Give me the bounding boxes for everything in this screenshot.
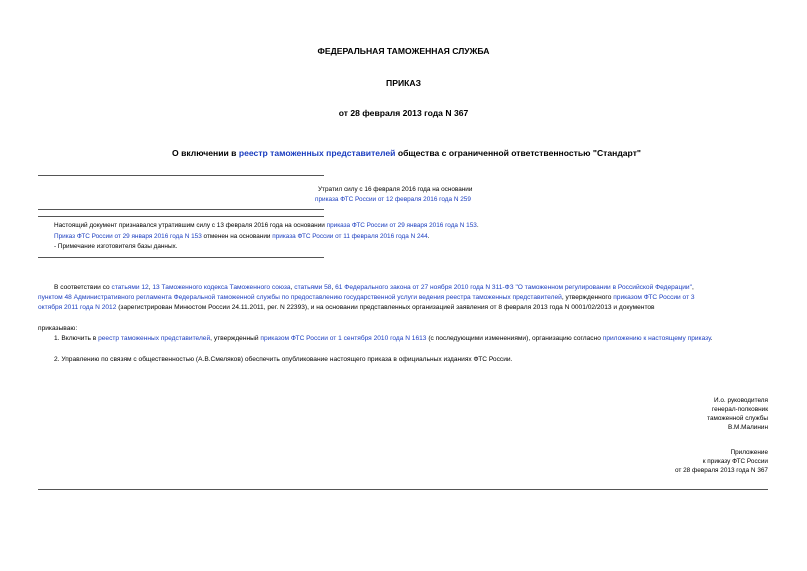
signature-name: В.М.Малинин (727, 424, 768, 431)
signature-block (707, 396, 768, 432)
preamble-line-3: октября 2011 года N 2012 (зарегистрирован Минюстом России 24.11.2011, рег. N 22393), и на основании представленных организацией заявления от 8 февраля 2013 года N 0001/02/2013 и документов (38, 304, 655, 311)
signature-rank: генерал-полковник (711, 406, 768, 413)
link-article-12[interactable]: статьями 12 (111, 284, 149, 291)
appendix-date: от 28 февраля 2013 года N 367 (675, 467, 768, 474)
preamble-line-2: пунктом 48 Административного регламента Федеральной таможенной службы по предоставлению государственной услуги ведения реестра таможенных представителей, утвержденного приказом ФТС России от 3 (38, 294, 695, 301)
agency-name: ФЕДЕРАЛЬНАЯ ТАМОЖЕННАЯ СЛУЖБА (317, 46, 490, 56)
divider-line (38, 175, 324, 176)
link-order-2012-part1[interactable]: приказом ФТС России от 3 (613, 294, 695, 301)
link-article-58[interactable]: статьями 58 (294, 284, 332, 291)
order-word: приказываю: (38, 325, 78, 332)
link-article-13-customs-code[interactable]: 13 Таможенного кодекса Таможенного союза (152, 284, 291, 291)
status-note-line-2: Приказ ФТС России от 29 января 2016 года N 153 отменен на основании приказа ФТС России от 11 февраля 2016 года N 244. (54, 233, 430, 240)
divider-line (38, 216, 324, 217)
link-order-2012-part2[interactable]: октября 2011 года N 2012 (38, 304, 117, 311)
divider-line (38, 257, 324, 258)
link-order-1613[interactable]: приказом ФТС России от 1 сентября 2010 года N 1613 (260, 335, 427, 342)
document-title (3, 148, 807, 158)
appendix-label: Приложение (730, 449, 768, 456)
link-customs-registry[interactable]: реестр таможенных представителей (98, 335, 211, 342)
status-note-link-153[interactable]: приказа ФТС России от 29 января 2016 года N 153 (326, 222, 477, 229)
order-item-1: 1. Включить в реестр таможенных представителей, утвержденный приказом ФТС России от 1 сентября 2010 года N 1613 (с последующими изменениями), организацию согласно приложению к настоящему приказу. (54, 335, 713, 342)
order-item-2: 2. Управлению по связям с общественностью (А.В.Смеляков) обеспечить опубликование настоящего приказа в официальных изданиях ФТС России. (54, 356, 513, 363)
repeal-notice-text: Утратил силу с 16 февраля 2016 года на основании (318, 186, 473, 193)
title-prefix: О включении в (172, 148, 239, 158)
status-note-line-1: Настоящий документ признавался утратившим силу с 13 февраля 2016 года на основании приказа ФТС России от 29 января 2016 года N 153. (54, 222, 479, 229)
link-admin-regulation-p48[interactable]: пунктом 48 Административного регламента Федеральной таможенной службы по предоставлению государственной услуги ведения реестра таможенных представителей (38, 294, 562, 301)
status-note-link-244[interactable]: приказа ФТС России от 11 февраля 2016 года N 244 (272, 233, 428, 240)
signature-position: И.о. руководителя (714, 397, 768, 404)
repeal-notice-link[interactable]: приказа ФТС России от 12 февраля 2016 года N 259 (315, 196, 471, 203)
signature-service: таможенной службы (707, 415, 768, 422)
link-appendix[interactable]: приложению к настоящему приказу (602, 335, 711, 342)
appendix-reference: к приказу ФТС России (702, 458, 768, 465)
title-suffix: общества с ограниченной ответственностью "Стандарт" (395, 148, 641, 158)
link-federal-law-311[interactable]: 61 Федерального закона от 27 ноября 2010 года N 311-ФЗ "О таможенном регулировании в Российской Федерации" (335, 284, 692, 291)
preamble-line-1: В соответствии со статьями 12, 13 Таможенного кодекса Таможенного союза, статьями 58, 61 Федерального закона от 27 ноября 2010 года N 311-ФЗ "О таможенном регулировании в Российской Федерации", (54, 284, 694, 291)
title-registry-link[interactable]: реестр таможенных представителей (238, 148, 396, 158)
status-note-line-3: - Примечание изготовителя базы данных. (54, 243, 178, 250)
status-note-link-order-153[interactable]: Приказ ФТС России от 29 января 2016 года N 153 (54, 233, 202, 240)
divider-line (38, 209, 324, 210)
appendix-block (675, 448, 768, 475)
document-type: ПРИКАЗ (386, 78, 421, 88)
bottom-divider-line (38, 489, 768, 490)
document-date-number: от 28 февраля 2013 года N 367 (338, 108, 469, 118)
